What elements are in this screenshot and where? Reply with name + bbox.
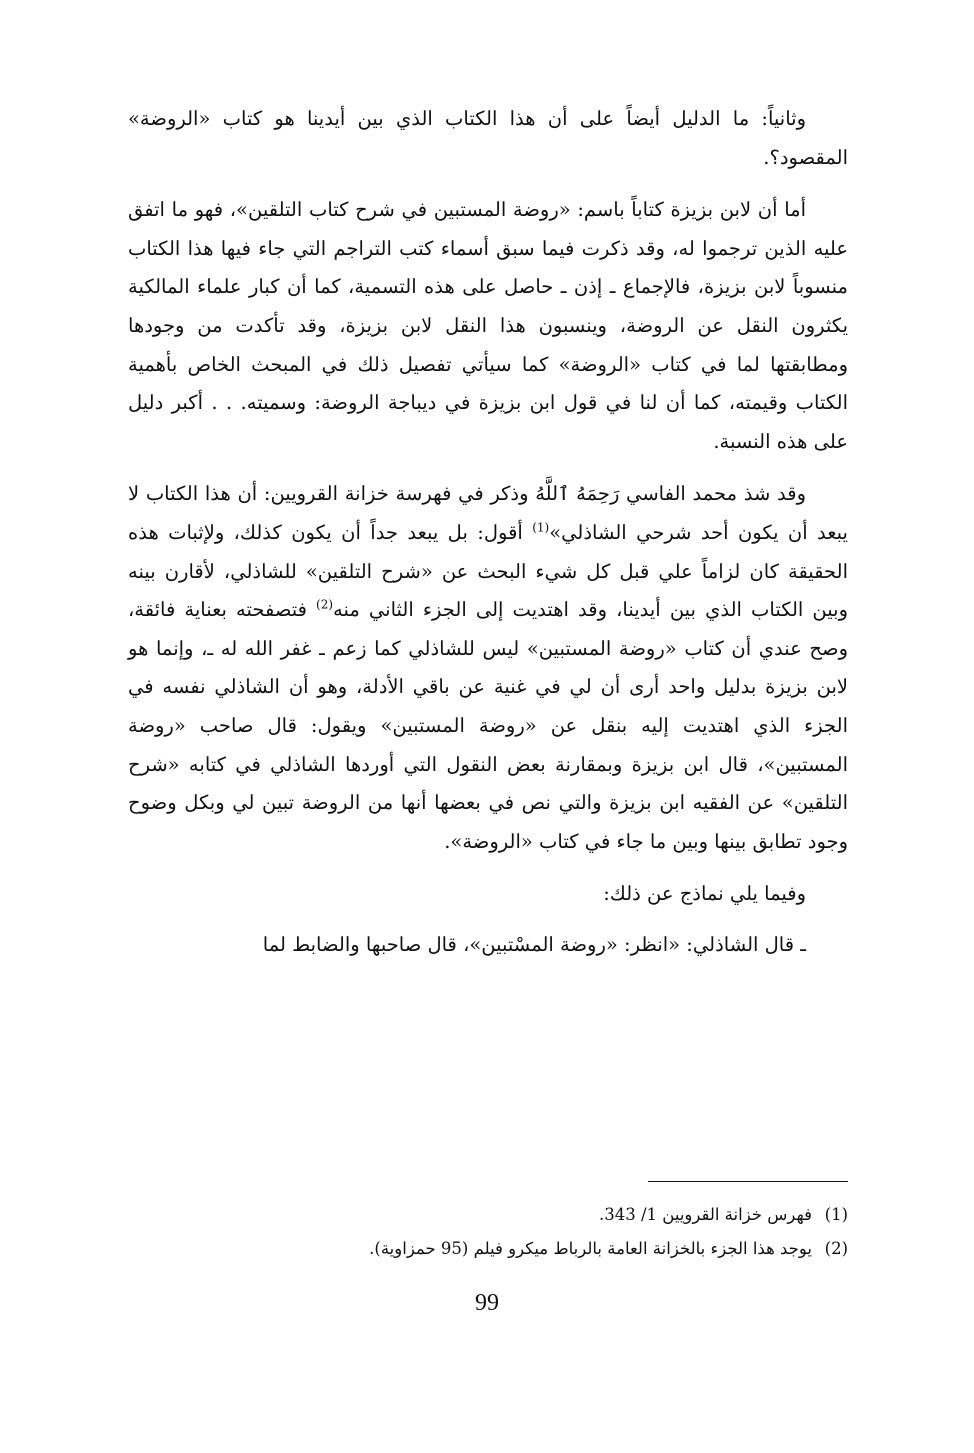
paragraph-3-part-2: أقول: بل يبعد جداً أن يكون كذلك، ولإثبات هذه الحقيقة كان لزاماً علي قبل كل شيء البحث عن «شرح التلقين» للشاذلي، لأقارن بينه وبين الكتاب الذي بين أيدينا، وقد اهتديت إلى الجزء الثاني منه xyxy=(128,520,848,622)
page-number: 99 xyxy=(475,1290,499,1316)
footnotes xyxy=(128,1198,848,1266)
footnote-2 xyxy=(128,1232,848,1266)
footnote-ref-1: (1) xyxy=(532,520,550,535)
footnote-ref-2: (2) xyxy=(316,597,334,612)
paragraph-2: أما أن لابن بزيزة كتاباً باسم: «روضة المستبين في شرح كتاب التلقين»، فهو ما اتفق عليه الذين ترجموا له، وقد ذكرت فيما سبق أسماء كتب التراجم التي جاء فيها هذا الكتاب منسوباً لابن بزيزة، فالإجماع ـ إذن ـ حاصل على هذه التسمية، كما أن كبار علماء المالكية يكثرون النقل عن الروضة، وينسبون هذا النقل لابن بزيزة، وقد تأكدت من وجودها ومطابقتها لما في كتاب «الروضة» كما سيأتي تفصيل ذلك في المبحث الخاص بأهمية الكتاب وقيمته، كما أن لنا في قول ابن بزيزة في ديباجة الروضة: وسميته. . . أكبر دليل على هذه النسبة. xyxy=(128,198,848,453)
footnote-number: (1) xyxy=(824,1205,848,1224)
footnote-text: فهرس خزانة القرويين 1/ 343. xyxy=(598,1205,812,1224)
footnote-divider xyxy=(648,1181,848,1182)
paragraph-4: وفيما يلي نماذج عن ذلك: xyxy=(603,882,806,906)
body-text xyxy=(128,100,848,964)
paragraph-5: ـ قال الشاذلي: «انظر: «روضة المسْتبين»، قال صاحبها والضابط لما xyxy=(262,932,806,956)
paragraph-3-part-3: فتصفحته بعناية فائقة، وصح عندي أن كتاب «روضة المستبين» ليس للشاذلي كما زعم ـ غفر الله له ـ، وإنما هو لابن بزيزة بدليل واحد أرى أن لي في غنية عن باقي الأدلة، وهو أن الشاذلي نفسه في الجزء الذي اهتديت إليه بنقل عن «روضة المستبين» ويقول: قال صاحب «روضة المستبين»، قال ابن بزيزة وبمقارنة بعض النقول التي أوردها الشاذلي في كتابه «شرح التلقين» عن الفقيه ابن بزيزة والتي نص في بعضها أنها من الروضة تبين لي وبكل وضوح وجود تطابق بينها وبين ما جاء في كتاب «الروضة». xyxy=(128,598,848,853)
paragraph-1: وثانياً: ما الدليل أيضاً على أن هذا الكتاب الذي بين أيدينا هو كتاب «الروضة» المقصود؟. xyxy=(128,107,848,169)
footnote-number: (2) xyxy=(824,1239,848,1258)
footnote-text: يوجد هذا الجزء بالخزانة العامة بالرباط ميكرو فيلم (95 حمزاوية). xyxy=(369,1239,812,1258)
paragraph-3 xyxy=(128,475,848,861)
footnote-1 xyxy=(128,1198,848,1232)
paragraph-3-part-1: وقد شذ محمد الفاسي رَحِمَهُ ٱللَّهُ وذكر في فهرسة خزانة القرويين: أن هذا الكتاب لا يبعد أن يكون أحد شرحي الشاذلي» xyxy=(128,482,848,544)
